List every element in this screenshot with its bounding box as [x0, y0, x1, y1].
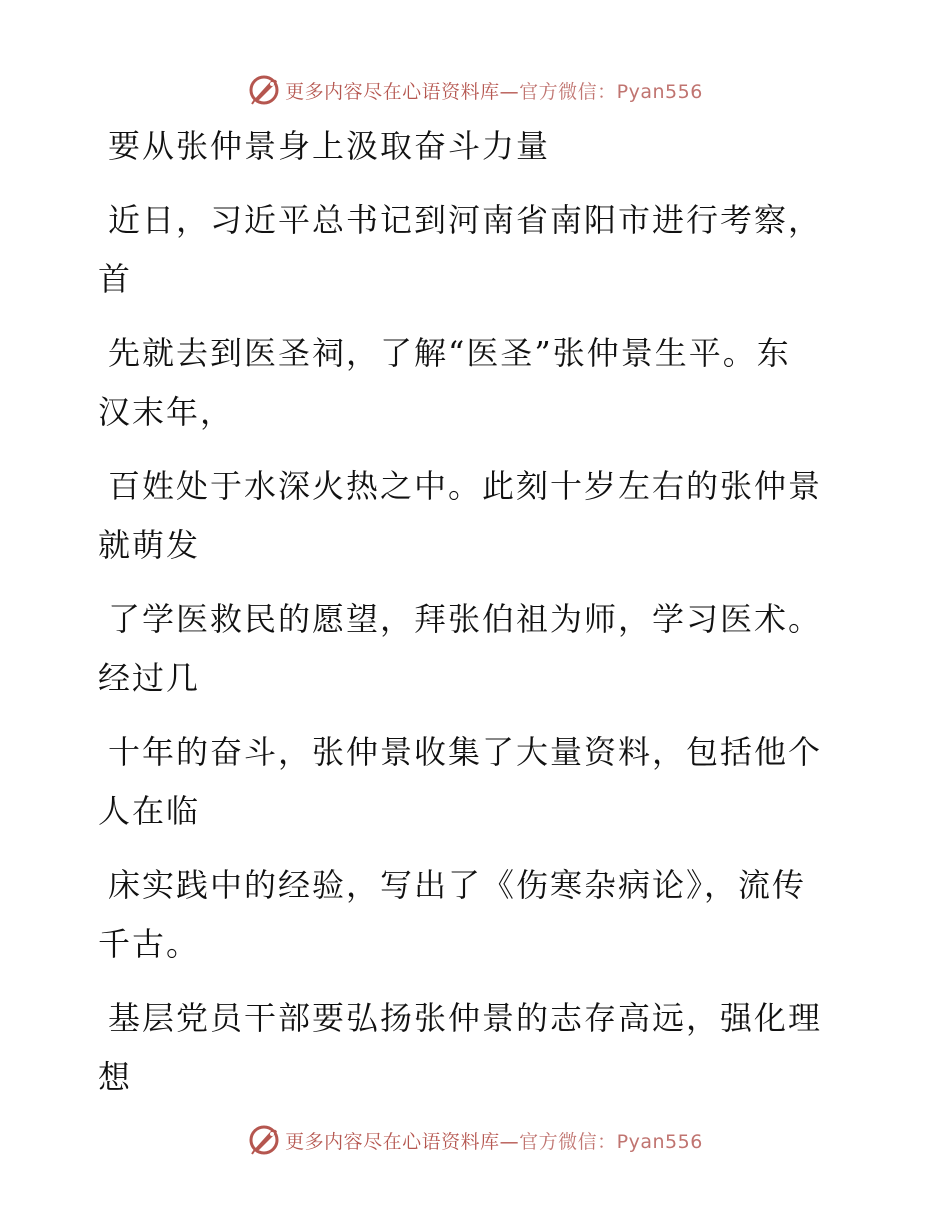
text-line: 先就去到医圣祠，了解“医圣”张仲景生平。东 — [108, 334, 791, 372]
text-line: 就萌发 — [98, 526, 201, 564]
footer-watermark — [0, 1120, 950, 1160]
text-line: 基层党员干部要弘扬张仲景的志存高远，强化理 — [108, 999, 823, 1037]
text-line: 床实践中的经验，写出了《伤寒杂病论》，流传 — [108, 866, 807, 904]
text-line: 经过几 — [98, 659, 201, 697]
quill-pen-logo-icon — [247, 73, 281, 107]
watermark-wechat: 官方微信：Pyan556 — [519, 80, 703, 103]
text-line: 想 — [98, 1058, 133, 1096]
text-line: 千古。 — [98, 925, 201, 963]
text-line: 人在临 — [98, 792, 201, 830]
text-line: 汉末年， — [98, 393, 235, 431]
quill-pen-logo-icon — [247, 1123, 281, 1157]
document-title: 要从张仲景身上汲取奋斗力量 — [108, 127, 551, 165]
watermark-wechat: 官方微信：Pyan556 — [519, 1130, 703, 1153]
text-line: 十年的奋斗，张仲景收集了大量资料，包括他个 — [108, 733, 823, 771]
text-line: 了学医救民的愿望，拜张伯祖为师，学习医术。 — [108, 600, 823, 638]
text-line: 首 — [98, 260, 133, 298]
header-watermark — [0, 70, 950, 110]
text-line: 百姓处于水深火热之中。此刻十岁左右的张仲景 — [108, 467, 823, 505]
text-line: 近日，习近平总书记到河南省南阳市进行考察， — [108, 201, 823, 239]
watermark-text: 更多内容尽在心语资料库— — [285, 80, 520, 103]
watermark-text: 更多内容尽在心语资料库— — [285, 1130, 520, 1153]
